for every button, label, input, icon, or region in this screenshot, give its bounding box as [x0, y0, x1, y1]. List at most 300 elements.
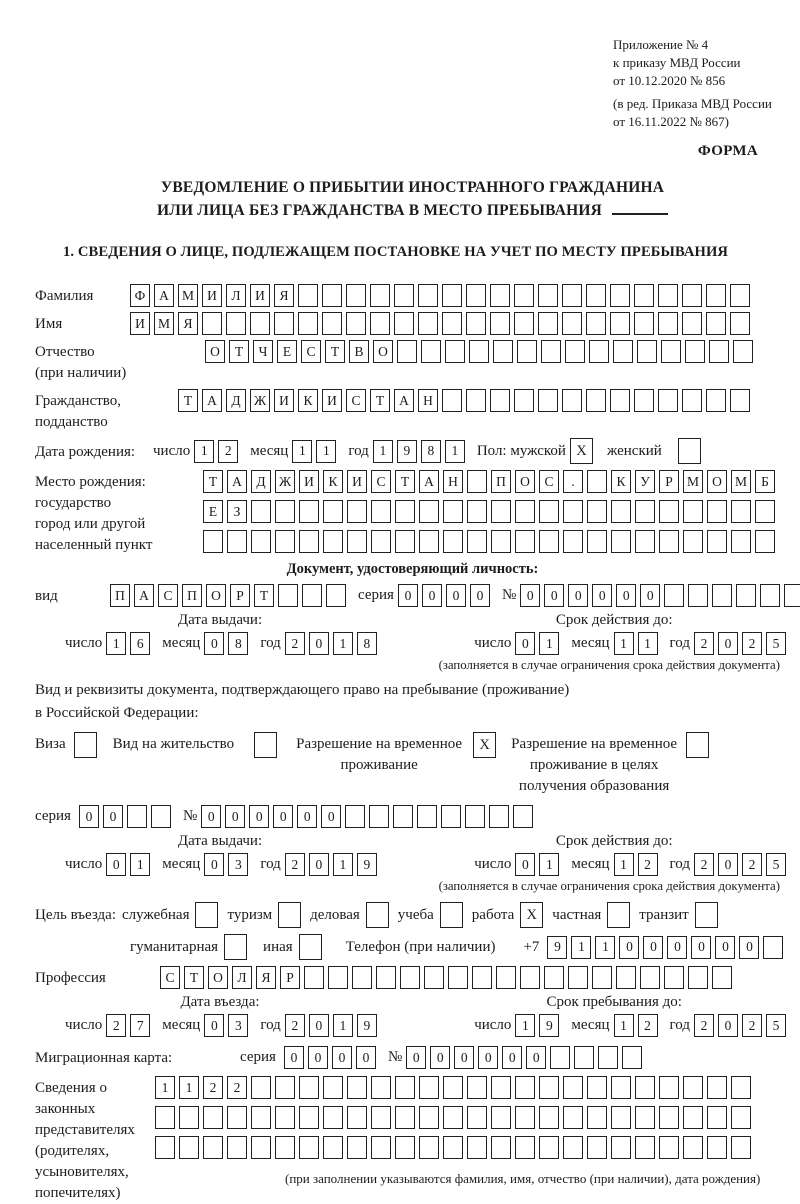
char-cell[interactable] [610, 312, 630, 335]
char-cell[interactable] [517, 340, 537, 363]
char-cell[interactable] [127, 805, 147, 828]
char-cell[interactable] [370, 284, 390, 307]
char-cell[interactable] [562, 312, 582, 335]
char-cell[interactable]: 0 [619, 936, 639, 959]
purpose-tourism-checkbox[interactable] [278, 902, 301, 928]
char-cell[interactable]: С [160, 966, 180, 989]
char-cell[interactable] [658, 284, 678, 307]
char-cell[interactable]: В [349, 340, 369, 363]
char-cell[interactable] [563, 500, 583, 523]
char-cell[interactable]: 0 [106, 853, 126, 876]
char-cell[interactable] [442, 284, 462, 307]
char-cell[interactable]: 0 [502, 1046, 522, 1069]
char-cell[interactable] [731, 500, 751, 523]
char-cell[interactable]: 1 [445, 440, 465, 463]
char-cell[interactable] [202, 312, 222, 335]
char-cell[interactable]: 0 [715, 936, 735, 959]
char-cell[interactable]: 0 [515, 632, 535, 655]
char-cell[interactable] [640, 966, 660, 989]
char-cell[interactable] [347, 1106, 367, 1129]
char-cell[interactable]: 0 [616, 584, 636, 607]
char-cell[interactable] [352, 966, 372, 989]
char-cell[interactable] [299, 1136, 319, 1159]
char-cell[interactable]: А [419, 470, 439, 493]
char-cell[interactable]: 2 [742, 853, 762, 876]
char-cell[interactable] [587, 1106, 607, 1129]
char-cell[interactable] [706, 312, 726, 335]
char-cell[interactable] [515, 1076, 535, 1099]
char-cell[interactable]: 1 [539, 632, 559, 655]
char-cell[interactable]: 0 [739, 936, 759, 959]
char-cell[interactable] [275, 1076, 295, 1099]
char-cell[interactable] [302, 584, 322, 607]
char-cell[interactable]: 0 [667, 936, 687, 959]
char-cell[interactable]: 0 [356, 1046, 376, 1069]
char-cell[interactable] [466, 389, 486, 412]
char-cell[interactable]: 1 [595, 936, 615, 959]
char-cell[interactable] [227, 1106, 247, 1129]
char-cell[interactable]: 1 [539, 853, 559, 876]
char-cell[interactable] [659, 1076, 679, 1099]
char-cell[interactable] [587, 1076, 607, 1099]
char-cell[interactable]: 1 [333, 632, 353, 655]
char-cell[interactable] [491, 1106, 511, 1129]
char-cell[interactable]: 1 [638, 632, 658, 655]
char-cell[interactable] [613, 340, 633, 363]
char-cell[interactable] [467, 1106, 487, 1129]
char-cell[interactable] [515, 530, 535, 553]
char-cell[interactable]: Д [226, 389, 246, 412]
char-cell[interactable]: И [347, 470, 367, 493]
char-cell[interactable] [393, 805, 413, 828]
char-cell[interactable]: 9 [397, 440, 417, 463]
char-cell[interactable]: Т [395, 470, 415, 493]
char-cell[interactable]: Я [256, 966, 276, 989]
char-cell[interactable]: О [373, 340, 393, 363]
char-cell[interactable]: 6 [130, 632, 150, 655]
char-cell[interactable]: 8 [357, 632, 377, 655]
char-cell[interactable] [563, 1106, 583, 1129]
char-cell[interactable] [370, 312, 390, 335]
char-cell[interactable] [299, 1106, 319, 1129]
char-cell[interactable] [299, 1076, 319, 1099]
char-cell[interactable]: С [301, 340, 321, 363]
char-cell[interactable] [394, 284, 414, 307]
char-cell[interactable] [323, 1106, 343, 1129]
char-cell[interactable] [323, 1076, 343, 1099]
char-cell[interactable] [683, 500, 703, 523]
char-cell[interactable] [709, 340, 729, 363]
char-cell[interactable]: 2 [638, 853, 658, 876]
char-cell[interactable]: 1 [155, 1076, 175, 1099]
char-cell[interactable]: С [158, 584, 178, 607]
char-cell[interactable] [441, 805, 461, 828]
char-cell[interactable]: 9 [539, 1014, 559, 1037]
char-cell[interactable]: Ж [275, 470, 295, 493]
char-cell[interactable] [346, 284, 366, 307]
char-cell[interactable]: 0 [470, 584, 490, 607]
char-cell[interactable] [784, 584, 800, 607]
purpose-business-checkbox[interactable] [366, 902, 389, 928]
char-cell[interactable]: 0 [643, 936, 663, 959]
char-cell[interactable]: 3 [228, 853, 248, 876]
char-cell[interactable]: Е [277, 340, 297, 363]
char-cell[interactable] [445, 340, 465, 363]
char-cell[interactable]: 2 [285, 632, 305, 655]
purpose-humanitarian-checkbox[interactable] [224, 934, 247, 960]
char-cell[interactable]: 2 [218, 440, 238, 463]
char-cell[interactable] [493, 340, 513, 363]
char-cell[interactable] [539, 500, 559, 523]
char-cell[interactable] [467, 500, 487, 523]
char-cell[interactable]: Л [232, 966, 252, 989]
char-cell[interactable] [562, 389, 582, 412]
char-cell[interactable] [395, 1076, 415, 1099]
char-cell[interactable]: 5 [766, 632, 786, 655]
char-cell[interactable]: 0 [446, 584, 466, 607]
char-cell[interactable] [226, 312, 246, 335]
male-checkbox[interactable]: X [570, 438, 593, 464]
char-cell[interactable] [587, 500, 607, 523]
char-cell[interactable] [442, 312, 462, 335]
char-cell[interactable]: Р [659, 470, 679, 493]
char-cell[interactable] [538, 284, 558, 307]
char-cell[interactable]: 0 [204, 1014, 224, 1037]
char-cell[interactable] [682, 389, 702, 412]
char-cell[interactable] [395, 1136, 415, 1159]
char-cell[interactable] [538, 389, 558, 412]
char-cell[interactable] [323, 500, 343, 523]
char-cell[interactable] [466, 312, 486, 335]
purpose-transit-checkbox[interactable] [695, 902, 718, 928]
char-cell[interactable] [469, 340, 489, 363]
char-cell[interactable] [347, 1136, 367, 1159]
char-cell[interactable] [251, 530, 271, 553]
char-cell[interactable]: 1 [614, 632, 634, 655]
char-cell[interactable] [251, 500, 271, 523]
char-cell[interactable] [203, 1106, 223, 1129]
char-cell[interactable] [731, 530, 751, 553]
char-cell[interactable] [683, 1106, 703, 1129]
char-cell[interactable] [658, 389, 678, 412]
char-cell[interactable] [730, 312, 750, 335]
char-cell[interactable]: 2 [694, 1014, 714, 1037]
char-cell[interactable]: 1 [316, 440, 336, 463]
char-cell[interactable]: 0 [309, 1014, 329, 1037]
char-cell[interactable] [251, 1106, 271, 1129]
char-cell[interactable] [442, 389, 462, 412]
char-cell[interactable] [203, 1136, 223, 1159]
char-cell[interactable] [683, 1076, 703, 1099]
char-cell[interactable] [562, 284, 582, 307]
char-cell[interactable] [685, 340, 705, 363]
char-cell[interactable]: 0 [430, 1046, 450, 1069]
char-cell[interactable]: И [322, 389, 342, 412]
char-cell[interactable] [465, 805, 485, 828]
vnzh-checkbox[interactable] [254, 732, 277, 758]
char-cell[interactable] [227, 530, 247, 553]
char-cell[interactable] [203, 530, 223, 553]
char-cell[interactable]: 0 [297, 805, 317, 828]
char-cell[interactable] [179, 1106, 199, 1129]
char-cell[interactable] [539, 1106, 559, 1129]
purpose-private-checkbox[interactable] [607, 902, 630, 928]
purpose-official-checkbox[interactable] [195, 902, 218, 928]
char-cell[interactable]: Р [280, 966, 300, 989]
char-cell[interactable] [395, 530, 415, 553]
char-cell[interactable] [730, 284, 750, 307]
char-cell[interactable]: И [202, 284, 222, 307]
char-cell[interactable] [574, 1046, 594, 1069]
char-cell[interactable] [419, 1106, 439, 1129]
char-cell[interactable]: О [707, 470, 727, 493]
char-cell[interactable] [467, 530, 487, 553]
char-cell[interactable]: 0 [568, 584, 588, 607]
char-cell[interactable] [376, 966, 396, 989]
char-cell[interactable] [616, 966, 636, 989]
char-cell[interactable]: 1 [130, 853, 150, 876]
char-cell[interactable] [323, 530, 343, 553]
char-cell[interactable] [682, 312, 702, 335]
char-cell[interactable] [515, 1136, 535, 1159]
char-cell[interactable]: С [539, 470, 559, 493]
char-cell[interactable] [418, 284, 438, 307]
char-cell[interactable] [466, 284, 486, 307]
char-cell[interactable] [299, 500, 319, 523]
char-cell[interactable] [443, 1106, 463, 1129]
char-cell[interactable] [635, 1106, 655, 1129]
char-cell[interactable] [347, 530, 367, 553]
char-cell[interactable] [611, 530, 631, 553]
char-cell[interactable] [275, 1136, 295, 1159]
char-cell[interactable]: П [182, 584, 202, 607]
char-cell[interactable]: 0 [526, 1046, 546, 1069]
female-checkbox[interactable] [678, 438, 701, 464]
char-cell[interactable]: А [202, 389, 222, 412]
char-cell[interactable]: 0 [406, 1046, 426, 1069]
purpose-study-checkbox[interactable] [440, 902, 463, 928]
char-cell[interactable]: М [731, 470, 751, 493]
char-cell[interactable] [598, 1046, 618, 1069]
char-cell[interactable]: П [491, 470, 511, 493]
char-cell[interactable] [635, 530, 655, 553]
char-cell[interactable] [586, 312, 606, 335]
char-cell[interactable] [637, 340, 657, 363]
char-cell[interactable] [683, 1136, 703, 1159]
char-cell[interactable] [514, 284, 534, 307]
char-cell[interactable]: 0 [718, 853, 738, 876]
char-cell[interactable]: Т [254, 584, 274, 607]
char-cell[interactable] [682, 284, 702, 307]
char-cell[interactable]: П [110, 584, 130, 607]
char-cell[interactable] [706, 389, 726, 412]
char-cell[interactable] [179, 1136, 199, 1159]
char-cell[interactable] [635, 500, 655, 523]
char-cell[interactable]: 0 [249, 805, 269, 828]
char-cell[interactable] [661, 340, 681, 363]
char-cell[interactable] [443, 530, 463, 553]
char-cell[interactable]: К [323, 470, 343, 493]
char-cell[interactable] [513, 805, 533, 828]
char-cell[interactable] [587, 1136, 607, 1159]
char-cell[interactable] [539, 1136, 559, 1159]
char-cell[interactable] [371, 1106, 391, 1129]
char-cell[interactable]: 9 [547, 936, 567, 959]
char-cell[interactable] [443, 1076, 463, 1099]
char-cell[interactable]: Т [325, 340, 345, 363]
char-cell[interactable] [304, 966, 324, 989]
char-cell[interactable] [424, 966, 444, 989]
char-cell[interactable]: М [178, 284, 198, 307]
char-cell[interactable] [538, 312, 558, 335]
char-cell[interactable]: 1 [333, 1014, 353, 1037]
char-cell[interactable]: Д [251, 470, 271, 493]
char-cell[interactable]: 0 [422, 584, 442, 607]
char-cell[interactable] [731, 1136, 751, 1159]
char-cell[interactable] [541, 340, 561, 363]
char-cell[interactable] [419, 530, 439, 553]
char-cell[interactable]: 2 [694, 853, 714, 876]
rvp-checkbox[interactable]: X [473, 732, 496, 758]
char-cell[interactable] [417, 805, 437, 828]
char-cell[interactable]: 0 [225, 805, 245, 828]
char-cell[interactable] [520, 966, 540, 989]
char-cell[interactable] [347, 500, 367, 523]
char-cell[interactable]: 0 [515, 853, 535, 876]
char-cell[interactable]: О [515, 470, 535, 493]
char-cell[interactable] [467, 1136, 487, 1159]
char-cell[interactable]: 1 [194, 440, 214, 463]
char-cell[interactable] [251, 1076, 271, 1099]
char-cell[interactable]: Ч [253, 340, 273, 363]
char-cell[interactable]: 8 [421, 440, 441, 463]
char-cell[interactable] [634, 389, 654, 412]
char-cell[interactable]: М [154, 312, 174, 335]
char-cell[interactable]: 0 [520, 584, 540, 607]
char-cell[interactable]: 0 [478, 1046, 498, 1069]
char-cell[interactable]: Б [755, 470, 775, 493]
char-cell[interactable] [731, 1076, 751, 1099]
char-cell[interactable]: Т [203, 470, 223, 493]
char-cell[interactable] [394, 312, 414, 335]
char-cell[interactable] [622, 1046, 642, 1069]
char-cell[interactable]: А [227, 470, 247, 493]
char-cell[interactable] [634, 284, 654, 307]
char-cell[interactable]: 2 [694, 632, 714, 655]
char-cell[interactable] [755, 530, 775, 553]
char-cell[interactable] [275, 1106, 295, 1129]
char-cell[interactable]: 2 [742, 1014, 762, 1037]
char-cell[interactable] [448, 966, 468, 989]
char-cell[interactable] [299, 530, 319, 553]
char-cell[interactable]: К [298, 389, 318, 412]
char-cell[interactable]: Е [203, 500, 223, 523]
char-cell[interactable] [491, 530, 511, 553]
char-cell[interactable] [610, 389, 630, 412]
char-cell[interactable] [421, 340, 441, 363]
char-cell[interactable]: Ж [250, 389, 270, 412]
char-cell[interactable] [419, 1076, 439, 1099]
char-cell[interactable]: 1 [106, 632, 126, 655]
char-cell[interactable] [592, 966, 612, 989]
char-cell[interactable] [490, 284, 510, 307]
char-cell[interactable] [611, 500, 631, 523]
char-cell[interactable] [490, 312, 510, 335]
char-cell[interactable]: 1 [373, 440, 393, 463]
char-cell[interactable] [155, 1136, 175, 1159]
char-cell[interactable]: И [274, 389, 294, 412]
char-cell[interactable]: И [299, 470, 319, 493]
char-cell[interactable] [707, 1106, 727, 1129]
char-cell[interactable] [467, 470, 487, 493]
char-cell[interactable] [563, 1076, 583, 1099]
char-cell[interactable] [755, 500, 775, 523]
char-cell[interactable]: 1 [614, 853, 634, 876]
char-cell[interactable]: 3 [228, 1014, 248, 1037]
char-cell[interactable] [707, 500, 727, 523]
char-cell[interactable] [400, 966, 420, 989]
char-cell[interactable] [664, 584, 684, 607]
char-cell[interactable] [587, 470, 607, 493]
char-cell[interactable]: 5 [766, 1014, 786, 1037]
char-cell[interactable]: 1 [614, 1014, 634, 1037]
char-cell[interactable] [563, 530, 583, 553]
char-cell[interactable]: А [154, 284, 174, 307]
char-cell[interactable] [664, 966, 684, 989]
char-cell[interactable] [418, 312, 438, 335]
char-cell[interactable]: 0 [309, 632, 329, 655]
char-cell[interactable]: У [635, 470, 655, 493]
char-cell[interactable]: 0 [332, 1046, 352, 1069]
char-cell[interactable] [565, 340, 585, 363]
char-cell[interactable] [419, 1136, 439, 1159]
char-cell[interactable] [322, 284, 342, 307]
char-cell[interactable]: 2 [742, 632, 762, 655]
char-cell[interactable] [371, 1076, 391, 1099]
char-cell[interactable] [589, 340, 609, 363]
char-cell[interactable]: 1 [179, 1076, 199, 1099]
char-cell[interactable] [550, 1046, 570, 1069]
char-cell[interactable] [395, 500, 415, 523]
char-cell[interactable]: 5 [766, 853, 786, 876]
char-cell[interactable]: Ф [130, 284, 150, 307]
char-cell[interactable] [514, 389, 534, 412]
char-cell[interactable] [328, 966, 348, 989]
char-cell[interactable] [763, 936, 783, 959]
char-cell[interactable]: А [394, 389, 414, 412]
char-cell[interactable] [611, 1076, 631, 1099]
char-cell[interactable] [712, 966, 732, 989]
char-cell[interactable] [731, 1106, 751, 1129]
char-cell[interactable] [586, 389, 606, 412]
char-cell[interactable] [490, 389, 510, 412]
char-cell[interactable] [539, 1076, 559, 1099]
char-cell[interactable]: 0 [398, 584, 418, 607]
char-cell[interactable] [443, 1136, 463, 1159]
char-cell[interactable]: Я [178, 312, 198, 335]
char-cell[interactable] [736, 584, 756, 607]
char-cell[interactable] [491, 500, 511, 523]
char-cell[interactable]: 9 [357, 853, 377, 876]
char-cell[interactable]: 0 [103, 805, 123, 828]
char-cell[interactable] [707, 1136, 727, 1159]
char-cell[interactable] [251, 1136, 271, 1159]
char-cell[interactable]: Р [230, 584, 250, 607]
char-cell[interactable] [371, 500, 391, 523]
char-cell[interactable]: 0 [718, 1014, 738, 1037]
char-cell[interactable]: 1 [515, 1014, 535, 1037]
char-cell[interactable]: 2 [106, 1014, 126, 1037]
